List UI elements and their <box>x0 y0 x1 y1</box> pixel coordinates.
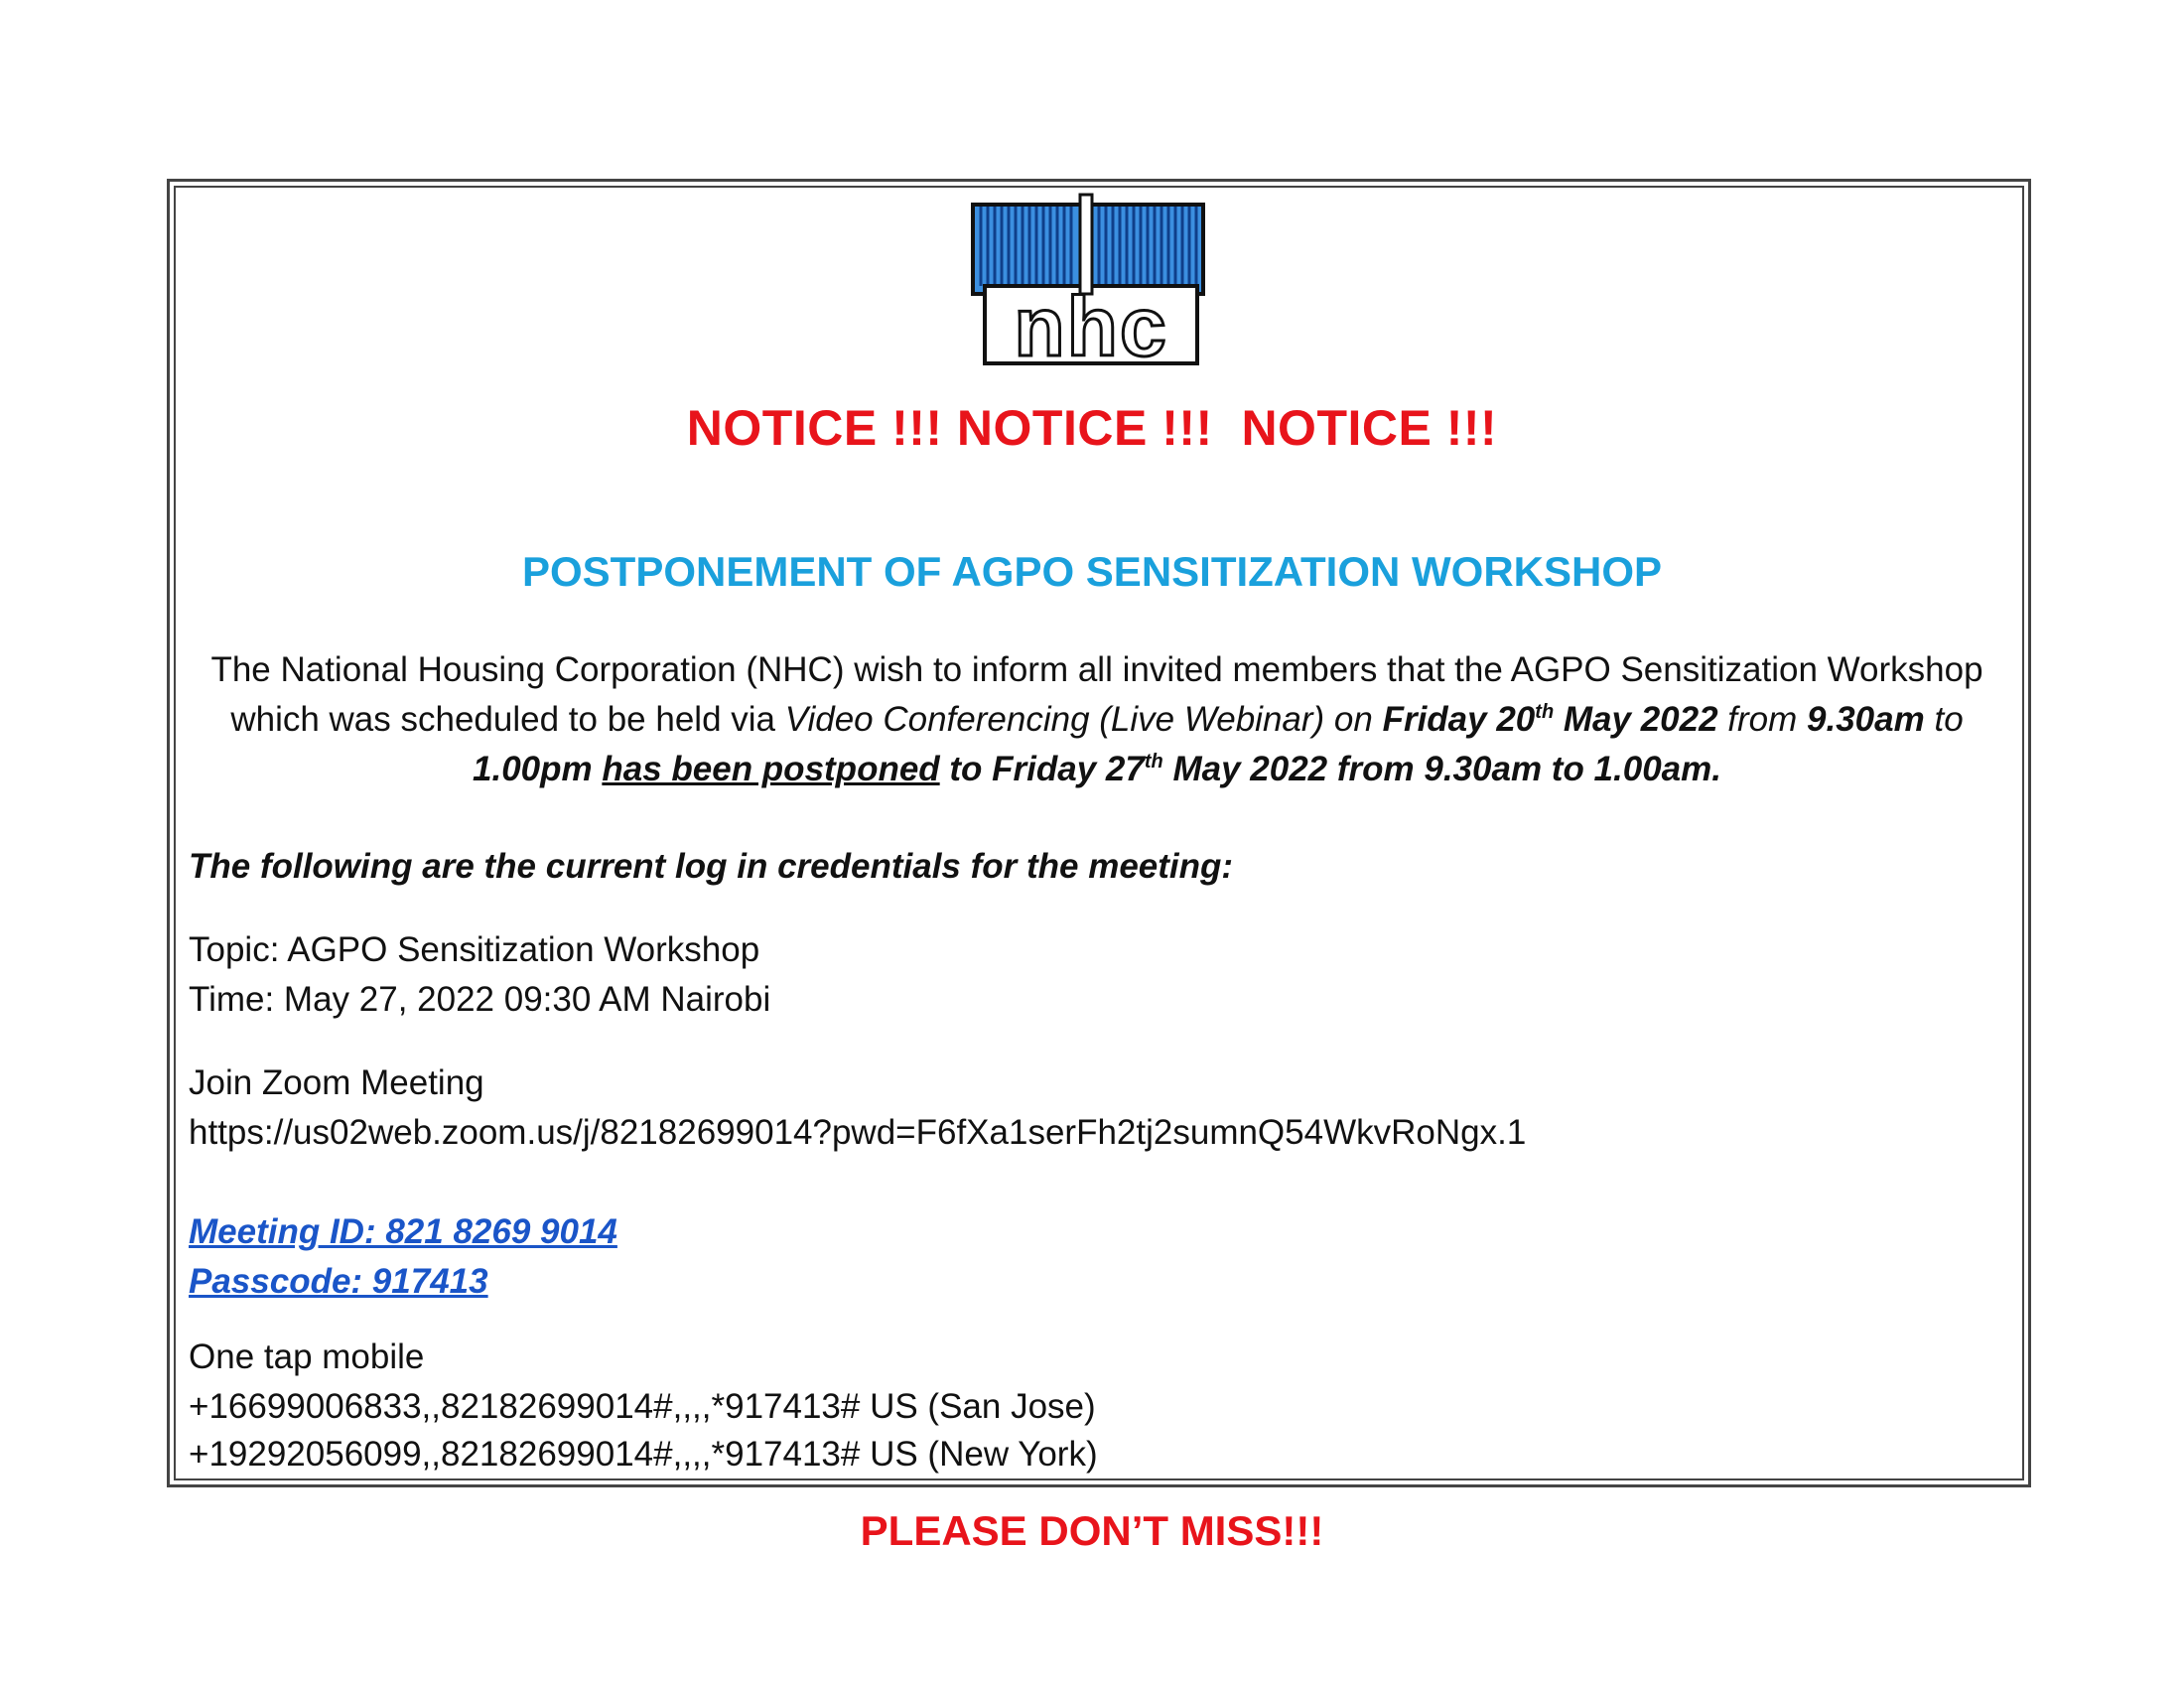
join-zoom-label: Join Zoom Meeting <box>189 1063 484 1102</box>
intro-sup-1: th <box>1535 701 1555 723</box>
intro-text-old-end: 1.00pm <box>473 750 603 788</box>
passcode-link[interactable]: Passcode: 917413 <box>189 1262 488 1301</box>
nhc-logo <box>971 193 1205 367</box>
intro-text-old-start: 9.30am <box>1807 700 1925 739</box>
intro-sup-2: th <box>1144 751 1163 773</box>
credentials-heading: The following are the current log in credentials for the meeting: <box>189 847 1234 886</box>
footer-reminder: PLEASE DON’T MISS!!! <box>860 1507 1324 1554</box>
page-title: POSTPONEMENT OF AGPO SENSITIZATION WORKSHOP <box>521 548 1663 595</box>
announcement-paragraph <box>189 645 2005 794</box>
intro-text-old-day: Friday 20 <box>1382 700 1536 739</box>
intro-text-new-time: May 2022 from 9.30am to 1.00am. <box>1162 750 1721 788</box>
meeting-id-link[interactable]: Meeting ID: 821 8269 9014 <box>189 1212 617 1251</box>
intro-text-new-day: to Friday 27 <box>939 750 1145 788</box>
one-tap-label: One tap mobile <box>189 1337 425 1376</box>
one-tap-number-san-jose: +16699006833,,82182699014#,,,,*917413# US (San Jose) <box>189 1387 1096 1426</box>
intro-text-old-month: May 2022 <box>1554 700 1718 739</box>
notice-banner: NOTICE !!! NOTICE !!! NOTICE !!! <box>686 400 1498 456</box>
intro-text-from: from <box>1717 700 1808 739</box>
intro-text-to: to <box>1924 700 1964 739</box>
one-tap-number-new-york: +19292056099,,82182699014#,,,,*917413# US (New York) <box>189 1435 1098 1474</box>
intro-text-postponed: has been postponed <box>602 750 940 788</box>
join-zoom-url[interactable]: https://us02web.zoom.us/j/82182699014?pwd=F6fXa1serFh2tj2sumnQ54WkvRoNgx.1 <box>189 1113 1527 1152</box>
nhc-logo-text: nhc <box>1014 280 1168 367</box>
meeting-time: Time: May 27, 2022 09:30 AM Nairobi <box>189 980 771 1019</box>
intro-text-1: The National Housing Corporation (NHC) wish to inform all invited members that the AGPO Sensitization Workshop which was scheduled to be held via <box>210 650 1983 739</box>
meeting-topic: Topic: AGPO Sensitization Workshop <box>189 930 760 969</box>
intro-text-venue: Video Conferencing (Live Webinar) on <box>784 700 1383 739</box>
